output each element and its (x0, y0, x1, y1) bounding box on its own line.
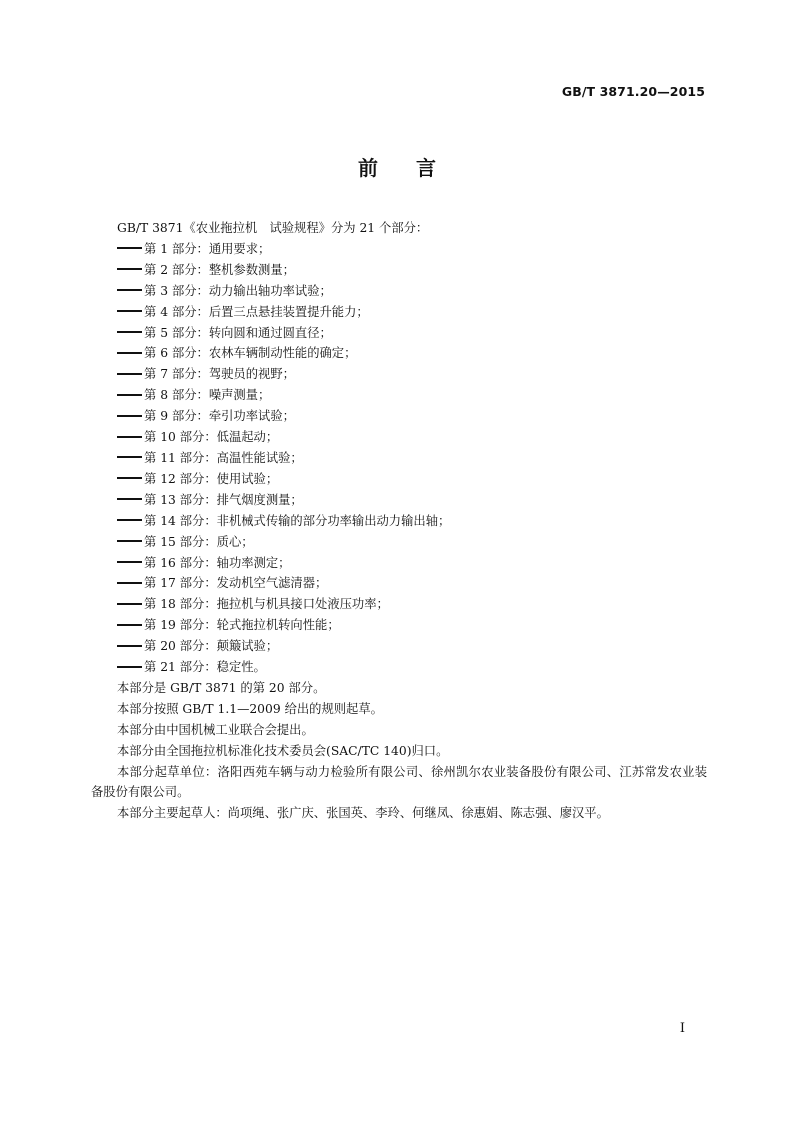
em-dash-icon (117, 289, 142, 291)
list-item-text: 第 4 部分：后置三点悬挂装置提升能力； (144, 304, 369, 319)
list-item (91, 323, 707, 344)
list-item-text: 第 10 部分：低温起动； (144, 430, 279, 445)
em-dash-icon (117, 373, 142, 375)
list-item-text: 第 13 部分：排气烟度测量； (144, 492, 303, 507)
em-dash-icon (117, 331, 142, 333)
list-item (91, 511, 707, 532)
list-item (91, 573, 707, 594)
em-dash-icon (117, 624, 142, 626)
list-item (91, 657, 707, 678)
list-item-text: 第 2 部分：整机参数测量； (144, 262, 295, 277)
em-dash-icon (117, 540, 142, 542)
list-item (91, 302, 707, 323)
em-dash-icon (117, 519, 142, 521)
list-item (91, 490, 707, 511)
page-number: I (679, 1021, 685, 1036)
list-item (91, 427, 707, 448)
em-dash-icon (117, 247, 142, 249)
list-item (91, 553, 707, 574)
drafting-units-statement: 本部分起草单位：洛阳西苑车辆与动力检验所有限公司、徐州凯尔农业装备股份有限公司、江苏常发农业装备股份有限公司。 (91, 764, 707, 800)
em-dash-icon (117, 394, 142, 396)
list-item (91, 532, 707, 553)
list-item (91, 260, 707, 281)
standard-code: GB/T 3871.20—2015 (561, 84, 705, 99)
em-dash-icon (117, 561, 142, 563)
list-item-text: 第 11 部分：高温性能试验； (144, 450, 303, 465)
list-item-text: 第 16 部分：轴功率测定； (144, 555, 291, 570)
list-item-text: 第 5 部分：转向圆和通过圆直径； (144, 325, 332, 340)
list-item (91, 448, 707, 469)
list-item (91, 239, 707, 260)
list-item-text: 第 8 部分：噪声测量； (144, 388, 271, 403)
list-item-text: 第 20 部分：颠簸试验； (144, 639, 279, 654)
em-dash-icon (117, 268, 142, 270)
em-dash-icon (117, 352, 142, 354)
intro-paragraph: GB/T 3871《农业拖拉机 试验规程》分为 21 个部分： (117, 221, 429, 235)
list-item (91, 281, 707, 302)
list-item-text: 第 1 部分：通用要求； (144, 241, 271, 256)
em-dash-icon (117, 415, 142, 417)
list-item-text: 第 3 部分：动力输出轴功率试验； (144, 283, 332, 298)
list-item-text: 第 6 部分：农林车辆制动性能的确定； (144, 346, 357, 361)
list-item (91, 406, 707, 427)
em-dash-icon (117, 666, 142, 668)
list-item-text: 第 15 部分：质心； (144, 534, 254, 549)
em-dash-icon (117, 645, 142, 647)
list-item-text: 第 7 部分：驾驶员的视野； (144, 367, 295, 382)
list-item-text: 第 17 部分：发动机空气滤清器； (144, 576, 328, 591)
drafters-statement: 本部分主要起草人：尚项绳、张广庆、张国英、李玲、何继凤、徐惠娟、陈志强、廖汉平。 (117, 806, 609, 821)
em-dash-icon (117, 477, 142, 479)
part-of-statement: 本部分是 GB/T 3871 的第 20 部分。 (117, 680, 326, 695)
list-item (91, 343, 707, 364)
list-item-text: 第 9 部分：牵引功率试验； (144, 409, 295, 424)
list-item (91, 594, 707, 615)
drafting-rules-statement: 本部分按照 GB/T 1.1—2009 给出的规则起草。 (117, 701, 383, 716)
list-item-text: 第 12 部分：使用试验； (144, 471, 279, 486)
list-item-text: 第 14 部分：非机械式传输的部分功率输出动力输出轴； (144, 513, 451, 528)
list-item (91, 385, 707, 406)
preface-content (91, 218, 707, 824)
list-item (91, 469, 707, 490)
em-dash-icon (117, 436, 142, 438)
em-dash-icon (117, 456, 142, 458)
parts-list (91, 239, 707, 678)
list-item-text: 第 21 部分：稳定性。 (144, 660, 266, 675)
list-item-text: 第 19 部分：轮式拖拉机转向性能； (144, 618, 340, 633)
list-item (91, 615, 707, 636)
list-item (91, 364, 707, 385)
page-title: 前言 (358, 156, 474, 180)
em-dash-icon (117, 310, 142, 312)
list-item (91, 636, 707, 657)
em-dash-icon (117, 603, 142, 605)
proposed-by-statement: 本部分由中国机械工业联合会提出。 (117, 722, 314, 737)
em-dash-icon (117, 582, 142, 584)
list-item-text: 第 18 部分：拖拉机与机具接口处液压功率； (144, 597, 389, 612)
em-dash-icon (117, 498, 142, 500)
managed-by-statement: 本部分由全国拖拉机标准化技术委员会(SAC/TC 140)归口。 (117, 743, 449, 758)
